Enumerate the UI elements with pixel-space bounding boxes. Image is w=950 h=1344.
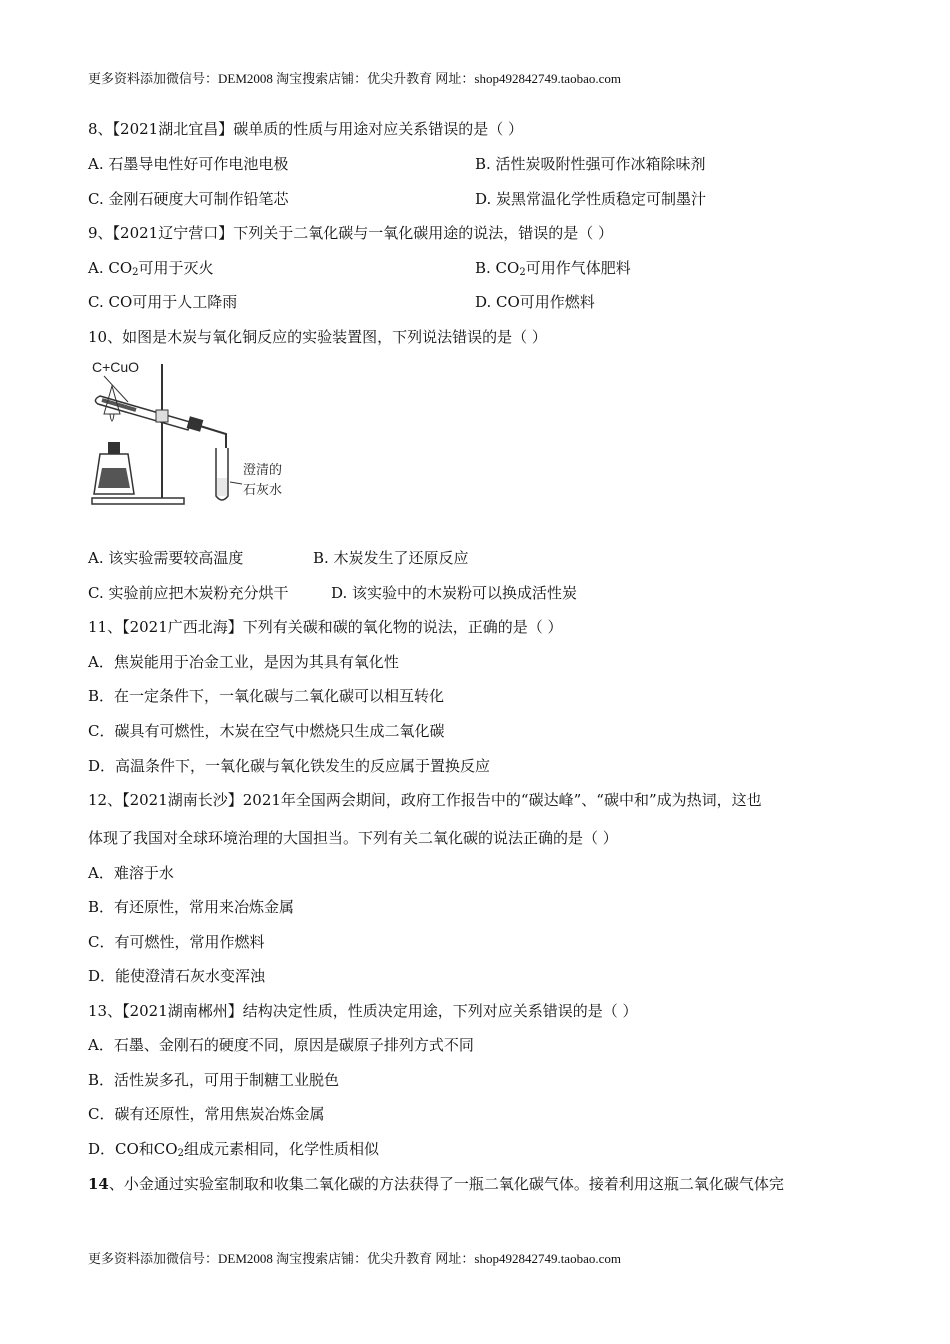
q10-option-b: B. 木炭发生了还原反应 (313, 549, 469, 567)
q13-option-d: D．CO和$CO_2$组成元素相同，化学性质相似 (88, 1140, 379, 1159)
q8-option-a: A. 石墨导电性好可作电池电极 (88, 155, 289, 173)
q11-option-d: D．高温条件下，一氧化碳与氧化铁发生的反应属于置换反应 (88, 757, 491, 775)
limewater-pointer (230, 482, 242, 484)
q10-option-d: D. 该实验中的木炭粉可以换成活性炭 (331, 584, 578, 602)
q12-stem-line1: 12、【2021湖南长沙】2021年全国两会期间，政府工作报告中的“碳达峰”、“碳中和”成为热词，这也 (88, 791, 762, 809)
lamp-cap (108, 442, 120, 454)
q11-stem: 11、【2021广西北海】下列有关碳和碳的氧化物的说法，正确的是（ ） (88, 618, 563, 636)
q12-option-a: A．难溶于水 (88, 864, 174, 882)
q14-stem: 14、小金通过实验室制取和收集二氧化碳的方法获得了一瓶二氧化碳气体。接着利用这瓶二氧化碳气体完 (88, 1175, 784, 1193)
q10-stem: 10、如图是木炭与氧化铜反应的实验装置图，下列说法错误的是（ ） (88, 328, 547, 346)
q8-option-c: C. 金刚石硬度大可制作铅笔芯 (88, 190, 289, 208)
lamp-fuel (98, 468, 130, 488)
q12-option-c: C．有可燃性，常用作燃料 (88, 933, 265, 951)
q12-stem-line2: 体现了我国对全球环境治理的大国担当。下列有关二氧化碳的说法正确的是（ ） (88, 829, 618, 847)
q8-stem: 8、【2021湖北宜昌】碳单质的性质与用途对应关系错误的是（ ） (88, 120, 523, 138)
q11-option-b: B．在一定条件下，一氧化碳与二氧化碳可以相互转化 (88, 687, 445, 705)
q13-stem: 13、【2021湖南郴州】结构决定性质，性质决定用途，下列对应关系错误的是（ ） (88, 1002, 638, 1020)
page-footer: 更多资料添加微信号：DEM2008 淘宝搜索店铺：优尖升教育 网址：shop492842749.taobao.com (88, 1251, 621, 1266)
q9-option-c: C. CO可用于人工降雨 (88, 293, 238, 311)
q13-option-a: A．石墨、金刚石的硬度不同，原因是碳原子排列方式不同 (88, 1036, 474, 1054)
q10-option-a: A. 该实验需要较高温度 (88, 549, 244, 567)
limewater (217, 478, 227, 496)
q13-option-b: B．活性炭多孔，可用于制糖工业脱色 (88, 1071, 340, 1089)
q9-option-b: B. $CO_2$可用作气体肥料 (475, 259, 631, 278)
q14-number: 14 (88, 1175, 109, 1193)
apparatus-figure (88, 356, 298, 526)
q9-option-a: A. $CO_2$可用于灭火 (88, 259, 214, 278)
q10-option-c: C. 实验前应把木炭粉充分烘干 (88, 584, 289, 602)
page-header: 更多资料添加微信号：DEM2008 淘宝搜索店铺：优尖升教育 网址：shop492842749.taobao.com (88, 71, 621, 86)
stand-base (92, 498, 184, 504)
q9-option-d: D. CO可用作燃料 (475, 293, 595, 311)
q12-option-d: D．能使澄清石灰水变浑浊 (88, 967, 266, 985)
flame (110, 414, 114, 421)
figure-label-limewater-2: 石灰水 (243, 483, 283, 498)
q8-option-d: D. 炭黑常温化学性质稳定可制墨汁 (475, 190, 707, 208)
q11-option-a: A．焦炭能用于冶金工业，是因为其具有氧化性 (88, 653, 399, 671)
figure-label-c-cuo: C+CuO (92, 359, 140, 375)
q8-option-b: B. 活性炭吸附性强可作冰箱除味剂 (475, 155, 706, 173)
figure-label-limewater-1: 澄清的 (243, 463, 283, 478)
q13-option-c: C．碳有还原性，常用焦炭冶炼金属 (88, 1105, 325, 1123)
stopper (187, 416, 204, 431)
q9-stem: 9、【2021辽宁营口】下列关于二氧化碳与一氧化碳用途的说法，错误的是（ ） (88, 224, 613, 242)
q11-option-c: C．碳具有可燃性，木炭在空气中燃烧只生成二氧化碳 (88, 722, 445, 740)
q12-option-b: B．有还原性，常用来冶炼金属 (88, 898, 295, 916)
clamp (156, 410, 168, 422)
